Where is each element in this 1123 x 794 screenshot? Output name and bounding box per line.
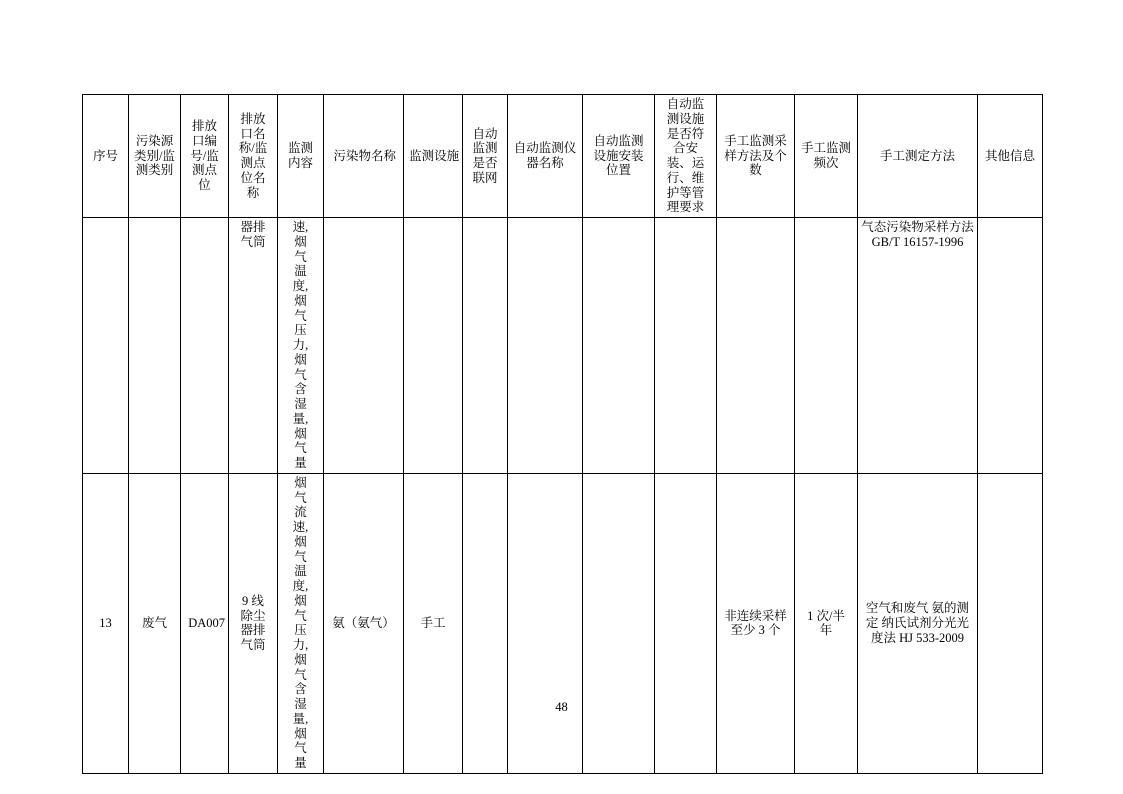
cell-source-category bbox=[129, 218, 181, 474]
monitoring-table bbox=[82, 94, 1043, 774]
table-row bbox=[83, 473, 1043, 773]
cell-auto-network bbox=[463, 473, 508, 773]
cell-monitor-content bbox=[278, 473, 324, 773]
header-cell-outlet-code bbox=[181, 95, 229, 218]
header-label-monitor-facility: 监测设施 bbox=[409, 148, 460, 163]
cell-other-info bbox=[978, 473, 1043, 773]
cell-monitor-facility bbox=[404, 218, 463, 474]
cell-manual-sampling-text: 非连续采样至少 3 个 bbox=[724, 608, 787, 638]
cell-outlet-name-text: 9 线除尘器排气筒 bbox=[240, 593, 266, 652]
cell-source-category: 废气 bbox=[129, 473, 181, 773]
cell-auto-install-location bbox=[583, 218, 655, 474]
header-cell-auto-install-location bbox=[583, 95, 655, 218]
cell-outlet-name-text: 器排气筒 bbox=[240, 220, 266, 249]
header-label-manual-method: 手工测定方法 bbox=[879, 148, 955, 163]
cell-manual-frequency-text: 1 次/半年 bbox=[807, 608, 845, 638]
header-cell-monitor-facility bbox=[404, 95, 463, 218]
cell-monitor-facility: 手工 bbox=[404, 473, 463, 773]
header-cell-monitor-content bbox=[278, 95, 324, 218]
page-number: 48 bbox=[555, 700, 568, 714]
cell-outlet-name bbox=[229, 473, 278, 773]
header-label-auto-compliance: 自动监测设施是否符合安装、运行、维护等管理要求 bbox=[666, 97, 705, 215]
cell-manual-method bbox=[858, 218, 978, 474]
cell-index bbox=[83, 218, 129, 474]
cell-manual-method-text: 空气和废气 氨的测定 纳氏试剂分光光度法 HJ 533-2009 bbox=[865, 601, 970, 645]
header-cell-auto-network bbox=[463, 95, 508, 218]
header-cell-manual-sampling bbox=[717, 95, 795, 218]
table-row bbox=[83, 218, 1043, 474]
cell-auto-compliance bbox=[655, 473, 717, 773]
header-label-auto-network: 自动监测是否联网 bbox=[472, 126, 498, 185]
cell-auto-network bbox=[463, 218, 508, 474]
cell-auto-instrument bbox=[508, 218, 583, 474]
header-cell-index bbox=[83, 95, 129, 218]
cell-manual-frequency bbox=[795, 473, 858, 773]
header-cell-pollutant-name bbox=[324, 95, 404, 218]
cell-pollutant-name bbox=[324, 218, 404, 474]
header-label-outlet-name: 排放口名称/监测点位名称 bbox=[238, 111, 268, 200]
header-label-outlet-code: 排放口编号/监测点位 bbox=[190, 119, 219, 193]
cell-auto-compliance bbox=[655, 218, 717, 474]
header-label-index: 序号 bbox=[92, 148, 118, 163]
cell-outlet-name bbox=[229, 218, 278, 474]
cell-pollutant-name: 氨（氨气） bbox=[324, 473, 404, 773]
header-label-auto-install-location: 自动监测设施安装位置 bbox=[593, 133, 644, 178]
header-label-other-info: 其他信息 bbox=[984, 148, 1035, 163]
header-label-auto-instrument: 自动监测仪器名称 bbox=[513, 141, 577, 170]
header-cell-manual-method bbox=[858, 95, 978, 218]
cell-index: 13 bbox=[83, 473, 129, 773]
cell-manual-sampling bbox=[717, 218, 795, 474]
header-cell-outlet-name bbox=[229, 95, 278, 218]
header-label-manual-sampling: 手工监测采样方法及个数 bbox=[724, 133, 787, 178]
header-cell-auto-instrument bbox=[508, 95, 583, 218]
cell-outlet-code bbox=[181, 473, 229, 773]
cell-auto-install-location bbox=[583, 473, 655, 773]
monitoring-table-container bbox=[82, 94, 1042, 774]
header-cell-auto-compliance bbox=[655, 95, 717, 218]
header-label-pollutant-name: 污染物名称 bbox=[333, 148, 396, 163]
cell-outlet-code bbox=[181, 218, 229, 474]
cell-monitor-content-text: 烟气流速,烟气温度,烟气压力,烟气含湿量,烟气量 bbox=[292, 475, 309, 770]
cell-other-info bbox=[978, 218, 1043, 474]
cell-monitor-content-text: 速,烟气温度,烟气压力,烟气含湿量,烟气量 bbox=[292, 220, 309, 470]
header-label-manual-frequency: 手工监测频次 bbox=[800, 141, 851, 170]
cell-monitor-content bbox=[278, 218, 324, 474]
header-cell-other-info bbox=[978, 95, 1043, 218]
cell-manual-frequency bbox=[795, 218, 858, 474]
table-header-row bbox=[83, 95, 1043, 218]
cell-manual-method-text: 气态污染物采样方法 GB/T 16157-1996 bbox=[861, 220, 974, 249]
header-cell-manual-frequency bbox=[795, 95, 858, 218]
header-label-monitor-content: 监测内容 bbox=[287, 141, 313, 170]
cell-auto-instrument bbox=[508, 473, 583, 773]
header-cell-source-category bbox=[129, 95, 181, 218]
cell-manual-method bbox=[858, 473, 978, 773]
cell-outlet-code-text: DA007 bbox=[188, 615, 226, 630]
header-label-source-category: 污染源类别/监测类别 bbox=[134, 133, 175, 178]
cell-manual-sampling bbox=[717, 473, 795, 773]
